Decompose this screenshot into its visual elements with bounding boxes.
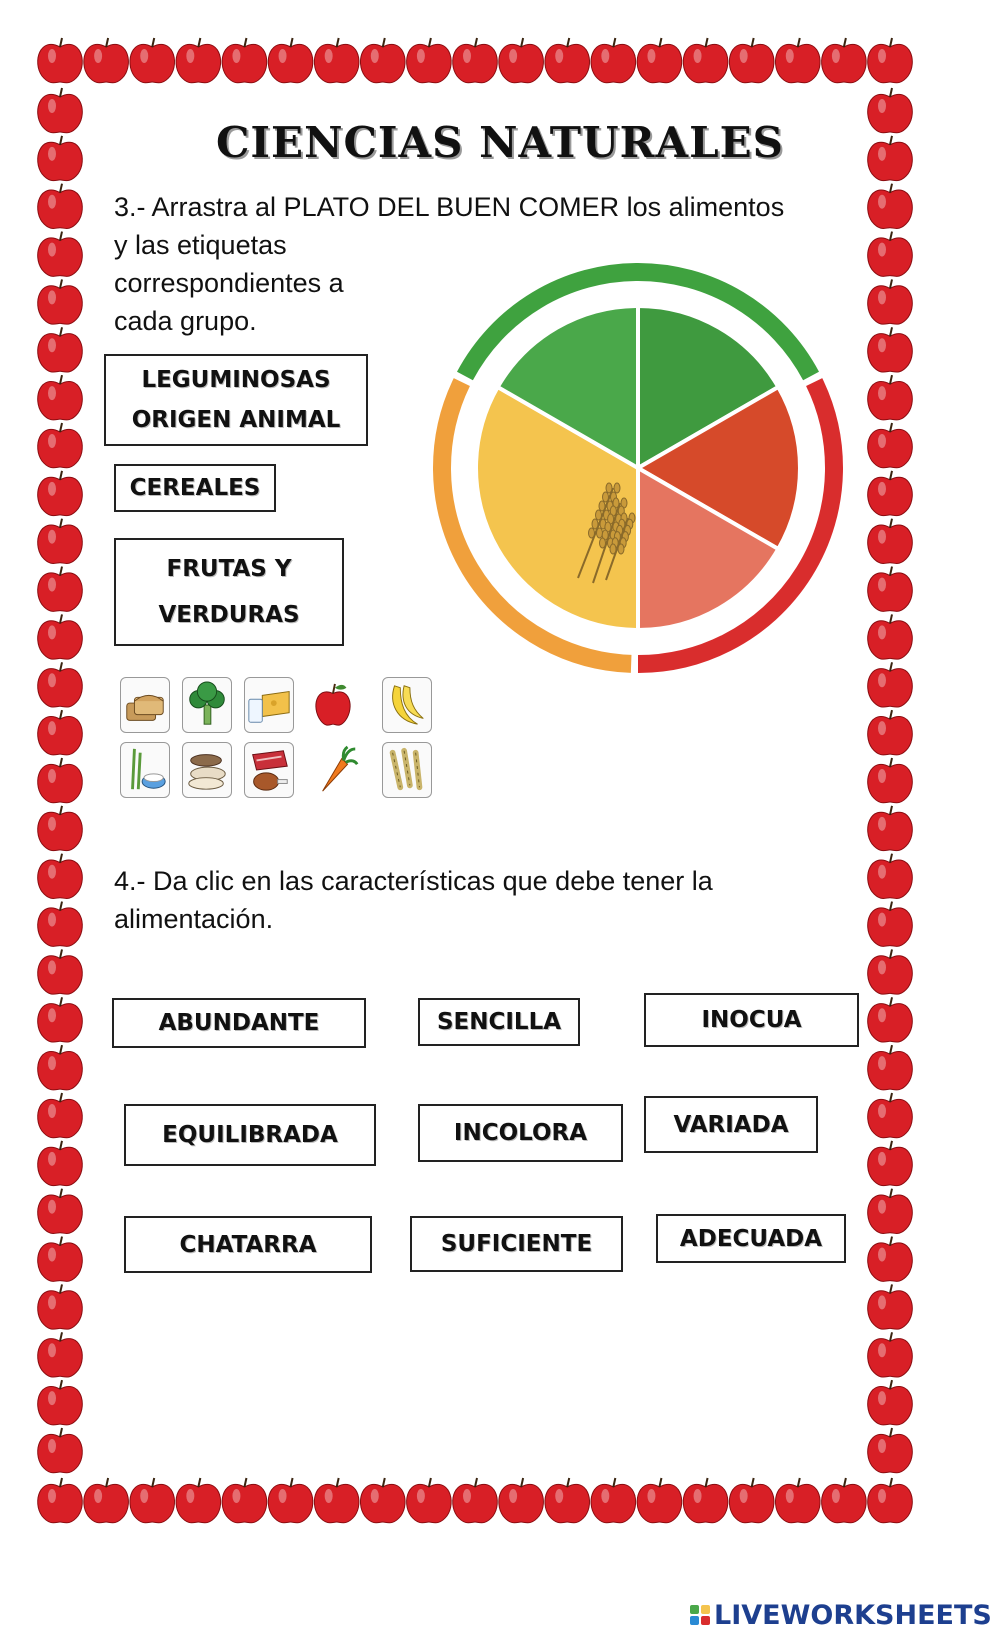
- carrot-icon: [313, 743, 361, 797]
- apple-border-icon: [38, 710, 83, 755]
- apple-border-icon: [38, 1284, 83, 1329]
- apple-border-icon: [130, 38, 175, 83]
- apple-border-icon: [38, 519, 83, 564]
- apple-border-icon: [407, 38, 452, 83]
- apple-border-icon: [360, 38, 405, 83]
- apple-border-icon: [314, 1478, 359, 1523]
- apple-border-icon: [868, 1428, 913, 1473]
- question-4-line-2: alimentación.: [114, 904, 274, 934]
- apple-border-icon: [868, 38, 913, 83]
- label-legumes-line-1: LEGUMINOSAS: [141, 367, 331, 393]
- apple-border-icon: [84, 1478, 129, 1523]
- apple-border-icon: [453, 1478, 498, 1523]
- option-adecuada[interactable]: ADECUADA: [656, 1214, 846, 1263]
- question-3-line-2: y las etiquetas: [114, 230, 287, 260]
- apple-border-icon: [38, 997, 83, 1042]
- apple-border-icon: [38, 1189, 83, 1234]
- option-sencilla[interactable]: SENCILLA: [418, 998, 580, 1046]
- apple-border-icon: [868, 1141, 913, 1186]
- rice-cane-icon: [121, 743, 169, 797]
- food-card-apple[interactable]: [308, 677, 358, 733]
- apple-border-icon: [868, 710, 913, 755]
- apple-border-icon: [868, 997, 913, 1042]
- food-card-carrot[interactable]: [312, 742, 362, 798]
- apple-border-icon: [868, 1237, 913, 1282]
- apple-border-icon: [360, 1478, 405, 1523]
- food-card-tortillas[interactable]: [182, 742, 232, 798]
- apple-border-icon: [176, 1478, 221, 1523]
- apple-border-icon: [868, 1332, 913, 1377]
- plato-del-buen-comer[interactable]: [428, 258, 848, 678]
- apple-border-icon: [868, 806, 913, 851]
- apple-border-icon: [38, 614, 83, 659]
- apple-border-icon: [868, 614, 913, 659]
- page-title: CIENCIAS NATURALES: [215, 118, 785, 167]
- apple-border-icon: [130, 1478, 175, 1523]
- apple-border-icon: [453, 38, 498, 83]
- food-card-rice-cane[interactable]: [120, 742, 170, 798]
- question-3-line-3: correspondientes a: [114, 268, 344, 298]
- apple-border-icon: [38, 1045, 83, 1090]
- apple-border-icon: [38, 758, 83, 803]
- apple-border-icon: [775, 38, 820, 83]
- apple-border-icon: [268, 38, 313, 83]
- label-fruits-vegetables[interactable]: [114, 538, 344, 646]
- option-variada[interactable]: VARIADA: [644, 1096, 818, 1153]
- label-cereals-text: CEREALES: [129, 475, 261, 501]
- tortillas-icon: [183, 743, 231, 797]
- apple-border-icon: [499, 1478, 544, 1523]
- option-abundante[interactable]: ABUNDANTE: [112, 998, 366, 1048]
- apple-border-icon: [868, 471, 913, 516]
- apple-border-icon: [314, 38, 359, 83]
- apple-border-icon: [38, 423, 83, 468]
- label-fruits-line-1: FRUTAS Y: [166, 556, 292, 582]
- apple-border-icon: [868, 854, 913, 899]
- apple-border-icon: [545, 38, 590, 83]
- apple-border-icon: [268, 1478, 313, 1523]
- apple-border-icon: [868, 758, 913, 803]
- apple-border-icon: [868, 662, 913, 707]
- apple-border-icon: [176, 38, 221, 83]
- apple-border-icon: [683, 38, 728, 83]
- apple-border-icon: [38, 1237, 83, 1282]
- apple-border-icon: [683, 1478, 728, 1523]
- apple-border-icon: [84, 38, 129, 83]
- apple-border-icon: [38, 949, 83, 994]
- apple-border-icon: [868, 1045, 913, 1090]
- apple-border-icon: [38, 806, 83, 851]
- apple-border-icon: [729, 1478, 774, 1523]
- food-card-meat-chicken[interactable]: [244, 742, 294, 798]
- bread-icon: [121, 678, 169, 732]
- label-fruits-line-2: VERDURAS: [158, 602, 300, 628]
- food-card-broccoli[interactable]: [182, 677, 232, 733]
- apple-border-icon: [775, 1478, 820, 1523]
- option-inocua[interactable]: INOCUA: [644, 993, 859, 1047]
- bananas-icon: [383, 678, 431, 732]
- apple-border-icon: [868, 423, 913, 468]
- apple-border-icon: [868, 1189, 913, 1234]
- beans-icon: [383, 743, 431, 797]
- apple-border-icon: [38, 1428, 83, 1473]
- apple-border-icon: [868, 1093, 913, 1138]
- apple-border-icon: [868, 279, 913, 324]
- apple-border-icon: [407, 1478, 452, 1523]
- option-incolora[interactable]: INCOLORA: [418, 1104, 623, 1162]
- option-chatarra[interactable]: CHATARRA: [124, 1216, 372, 1273]
- option-suficiente[interactable]: SUFICIENTE: [410, 1216, 623, 1272]
- liveworksheets-logo-icon: [690, 1605, 710, 1625]
- apple-border-icon: [868, 184, 913, 229]
- apple-border-icon: [38, 327, 83, 372]
- apple-border-icon: [38, 662, 83, 707]
- question-3-line-1: 3.- Arrastra al PLATO DEL BUEN COMER los alimentos: [114, 192, 785, 222]
- cheese-milk-icon: [245, 678, 293, 732]
- apple-border-icon: [38, 854, 83, 899]
- apple-border-icon: [38, 471, 83, 516]
- broccoli-icon: [183, 678, 231, 732]
- meat-chicken-icon: [245, 743, 293, 797]
- apple-border-icon: [637, 38, 682, 83]
- apple-border-icon: [38, 38, 83, 83]
- apple-border-icon: [868, 232, 913, 277]
- apple-border-icon: [38, 1093, 83, 1138]
- apple-border-icon: [38, 375, 83, 420]
- apple-border-icon: [868, 1380, 913, 1425]
- food-card-beans[interactable]: [382, 742, 432, 798]
- apple-border-icon: [38, 279, 83, 324]
- liveworksheets-logo-text: LIVEWORKSHEETS: [714, 1599, 992, 1631]
- apple-border-icon: [637, 1478, 682, 1523]
- apple-border-icon: [591, 1478, 636, 1523]
- apple-border-icon: [868, 519, 913, 564]
- label-cereals[interactable]: [114, 464, 276, 512]
- apple-border-icon: [868, 902, 913, 947]
- apple-border-icon: [545, 1478, 590, 1523]
- apple-border-icon: [38, 232, 83, 277]
- apple-border-icon: [729, 38, 774, 83]
- apple-border-icon: [868, 327, 913, 372]
- question-4-line-1: 4.- Da clic en las características que debe tener la: [114, 866, 713, 896]
- apple-border-icon: [38, 184, 83, 229]
- apple-border-icon: [868, 949, 913, 994]
- apple-border-icon: [38, 1141, 83, 1186]
- apple-border-icon: [222, 1478, 267, 1523]
- apple-border-icon: [38, 1332, 83, 1377]
- apple-border-icon: [868, 1284, 913, 1329]
- apple-border-icon: [38, 1380, 83, 1425]
- label-legumes-line-2: ORIGEN ANIMAL: [131, 407, 341, 433]
- apple-border-icon: [868, 567, 913, 612]
- food-card-bread[interactable]: [120, 677, 170, 733]
- apple-border-icon: [868, 375, 913, 420]
- apple-border-icon: [38, 1478, 83, 1523]
- question-4-instruction: [114, 862, 713, 938]
- label-legumes-animal[interactable]: [104, 354, 368, 446]
- liveworksheets-logo[interactable]: [690, 1598, 992, 1632]
- apple-border-icon: [222, 38, 267, 83]
- apple-border-icon: [499, 38, 544, 83]
- food-card-cheese-milk[interactable]: [244, 677, 294, 733]
- apple-border-icon: [38, 567, 83, 612]
- option-equilibrada[interactable]: EQUILIBRADA: [124, 1104, 376, 1166]
- apple-border-icon: [822, 1478, 867, 1523]
- apple-border-icon: [38, 902, 83, 947]
- food-card-bananas[interactable]: [382, 677, 432, 733]
- apple-border-icon: [822, 38, 867, 83]
- apple-icon: [309, 678, 357, 732]
- apple-border-icon: [868, 1478, 913, 1523]
- question-3-line-4: cada grupo.: [114, 306, 257, 336]
- apple-border-icon: [591, 38, 636, 83]
